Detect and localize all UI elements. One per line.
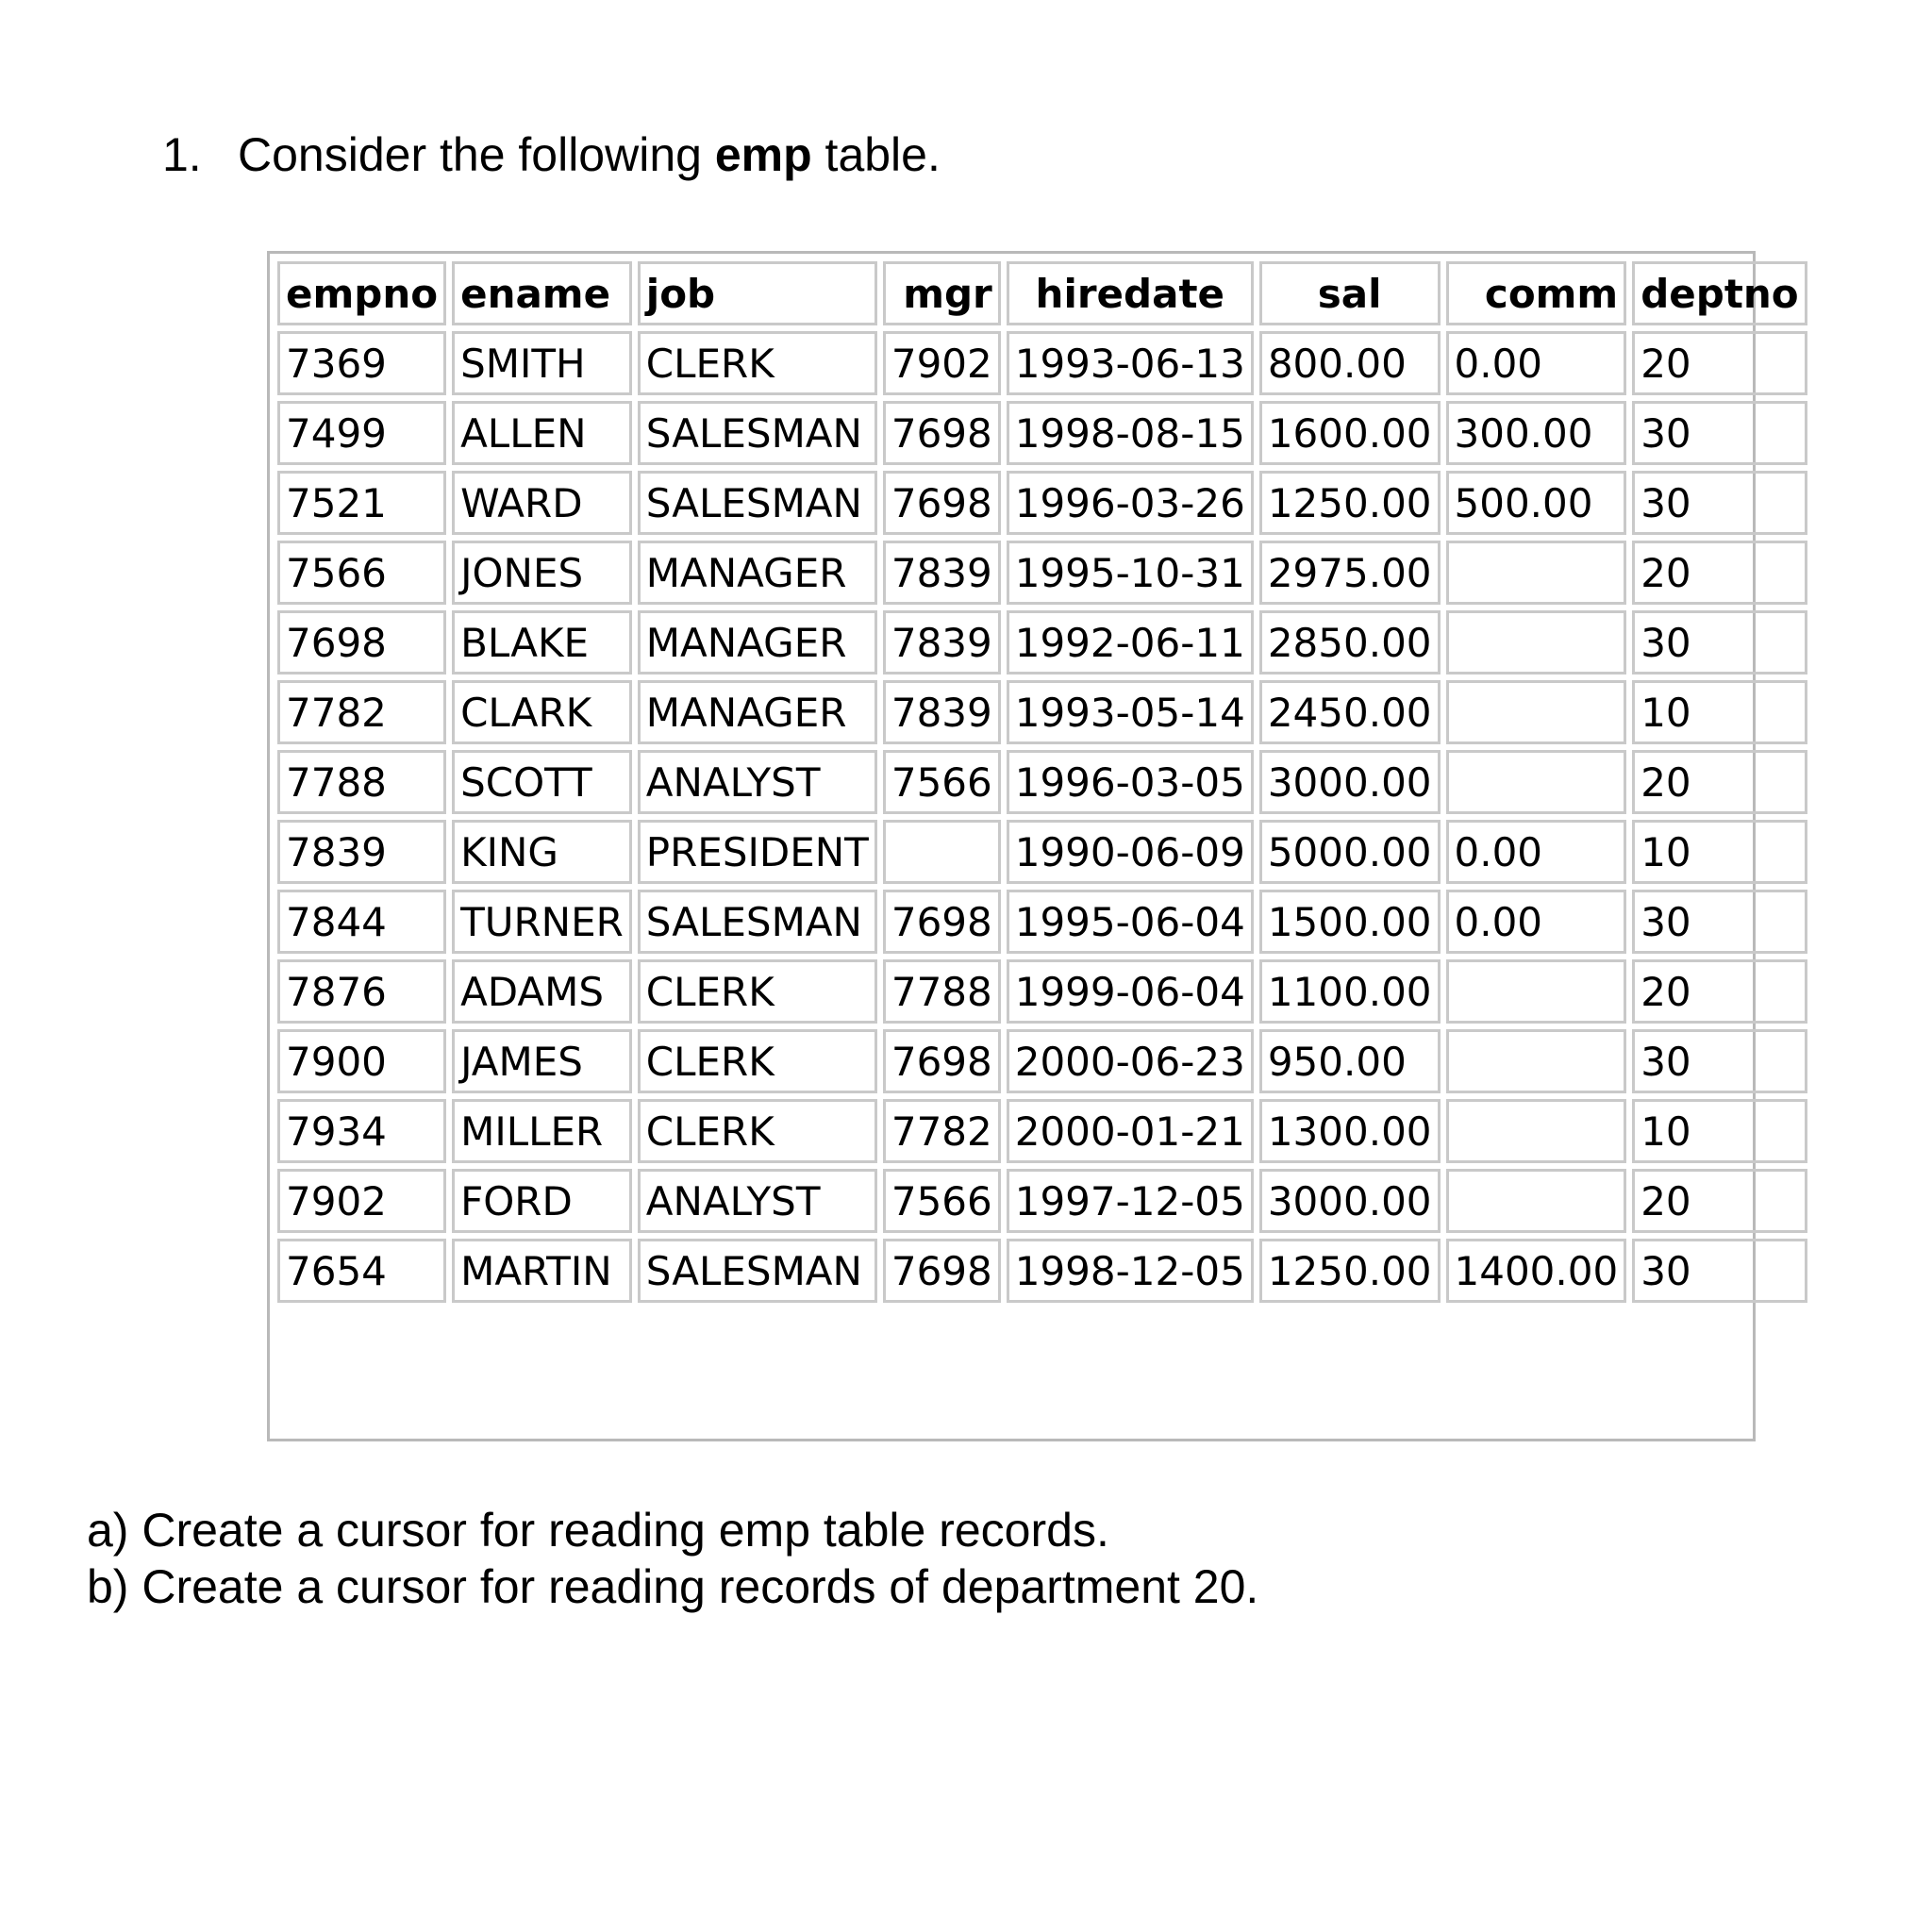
cell-mgr: 7698 [883,401,1001,465]
cell-comm: 0.00 [1446,331,1627,395]
cell-empno: 7876 [277,959,446,1024]
cell-ename: JAMES [452,1029,632,1093]
cell-ename: SCOTT [452,750,632,814]
question-text-before: Consider the following [238,128,715,181]
cell-ename: TURNER [452,890,632,954]
cell-deptno: 30 [1632,1239,1807,1303]
cell-comm [1446,959,1627,1024]
cell-comm [1446,1169,1627,1233]
cell-sal: 3000.00 [1259,1169,1441,1233]
cell-job: CLERK [638,959,877,1024]
table-row [277,1169,1807,1233]
cell-sal: 2975.00 [1259,541,1441,605]
header-comm: comm [1446,261,1627,325]
header-hiredate: hiredate [1007,261,1254,325]
cell-comm [1446,610,1627,675]
cell-deptno: 30 [1632,610,1807,675]
cell-hiredate: 1998-08-15 [1007,401,1254,465]
cell-job: MANAGER [638,680,877,744]
cell-comm: 0.00 [1446,820,1627,884]
cell-mgr: 7839 [883,680,1001,744]
cell-ename: SMITH [452,331,632,395]
cell-deptno: 30 [1632,890,1807,954]
cell-ename: KING [452,820,632,884]
cell-hiredate: 1995-06-04 [1007,890,1254,954]
cell-job: CLERK [638,1099,877,1163]
cell-comm [1446,1099,1627,1163]
cell-deptno: 10 [1632,1099,1807,1163]
cell-mgr: 7839 [883,610,1001,675]
cell-ename: BLAKE [452,610,632,675]
task-a: a) Create a cursor for reading emp table records. [87,1504,1109,1557]
cell-deptno: 10 [1632,680,1807,744]
cell-mgr [883,820,1001,884]
cell-hiredate: 1992-06-11 [1007,610,1254,675]
cell-empno: 7654 [277,1239,446,1303]
table-row [277,680,1807,744]
cell-sal: 1250.00 [1259,1239,1441,1303]
cell-job: ANALYST [638,750,877,814]
cell-ename: ALLEN [452,401,632,465]
cell-hiredate: 1993-06-13 [1007,331,1254,395]
cell-hiredate: 1990-06-09 [1007,820,1254,884]
cell-sal: 1600.00 [1259,401,1441,465]
table-row [277,401,1807,465]
table-row [277,1029,1807,1093]
cell-empno: 7934 [277,1099,446,1163]
cell-job: SALESMAN [638,890,877,954]
cell-hiredate: 1995-10-31 [1007,541,1254,605]
cell-mgr: 7698 [883,890,1001,954]
cell-job: SALESMAN [638,1239,877,1303]
cell-deptno: 20 [1632,959,1807,1024]
cell-empno: 7521 [277,471,446,535]
cell-hiredate: 1998-12-05 [1007,1239,1254,1303]
question-heading [162,125,941,185]
table-row [277,610,1807,675]
cell-job: ANALYST [638,1169,877,1233]
cell-hiredate: 1996-03-26 [1007,471,1254,535]
cell-sal: 950.00 [1259,1029,1441,1093]
cell-hiredate: 1993-05-14 [1007,680,1254,744]
table-row [277,959,1807,1024]
header-job: job [638,261,877,325]
table-row [277,890,1807,954]
cell-ename: CLARK [452,680,632,744]
cell-mgr: 7839 [883,541,1001,605]
cell-mgr: 7788 [883,959,1001,1024]
cell-comm: 500.00 [1446,471,1627,535]
table-body [277,331,1807,1303]
cell-comm: 1400.00 [1446,1239,1627,1303]
cell-ename: MILLER [452,1099,632,1163]
cell-sal: 2850.00 [1259,610,1441,675]
cell-mgr: 7566 [883,1169,1001,1233]
cell-empno: 7782 [277,680,446,744]
cell-job: CLERK [638,331,877,395]
emp-table-frame [267,251,1799,1441]
header-empno: empno [277,261,446,325]
cell-mgr: 7698 [883,471,1001,535]
table-row [277,471,1807,535]
cell-deptno: 20 [1632,331,1807,395]
cell-comm [1446,680,1627,744]
cell-deptno: 30 [1632,1029,1807,1093]
table-row [277,750,1807,814]
cell-sal: 5000.00 [1259,820,1441,884]
cell-empno: 7698 [277,610,446,675]
cell-hiredate: 2000-01-21 [1007,1099,1254,1163]
table-row [277,1099,1807,1163]
cell-comm [1446,1029,1627,1093]
cell-empno: 7902 [277,1169,446,1233]
table-header-row [277,261,1807,325]
cell-deptno: 20 [1632,1169,1807,1233]
cell-sal: 1500.00 [1259,890,1441,954]
cell-sal: 3000.00 [1259,750,1441,814]
question-number: 1. [162,128,202,181]
cell-mgr: 7566 [883,750,1001,814]
cell-job: SALESMAN [638,401,877,465]
question-text-bold: emp [714,128,812,181]
cell-sal: 1300.00 [1259,1099,1441,1163]
cell-job: MANAGER [638,541,877,605]
header-deptno: deptno [1632,261,1807,325]
cell-ename: ADAMS [452,959,632,1024]
cell-ename: FORD [452,1169,632,1233]
cell-sal: 1250.00 [1259,471,1441,535]
cell-empno: 7499 [277,401,446,465]
cell-comm: 300.00 [1446,401,1627,465]
cell-hiredate: 2000-06-23 [1007,1029,1254,1093]
cell-sal: 800.00 [1259,331,1441,395]
cell-mgr: 7782 [883,1099,1001,1163]
header-mgr: mgr [883,261,1001,325]
task-b: b) Create a cursor for reading records of department 20. [87,1560,1259,1613]
cell-deptno: 20 [1632,541,1807,605]
cell-empno: 7844 [277,890,446,954]
cell-mgr: 7902 [883,331,1001,395]
cell-comm [1446,750,1627,814]
cell-job: CLERK [638,1029,877,1093]
cell-deptno: 30 [1632,401,1807,465]
question-text-after: table. [811,128,941,181]
cell-empno: 7900 [277,1029,446,1093]
cell-empno: 7839 [277,820,446,884]
cell-deptno: 30 [1632,471,1807,535]
cell-mgr: 7698 [883,1239,1001,1303]
cell-hiredate: 1997-12-05 [1007,1169,1254,1233]
cell-hiredate: 1999-06-04 [1007,959,1254,1024]
table-row [277,331,1807,395]
cell-sal: 2450.00 [1259,680,1441,744]
cell-job: PRESIDENT [638,820,877,884]
cell-ename: MARTIN [452,1239,632,1303]
cell-empno: 7788 [277,750,446,814]
header-sal: sal [1259,261,1441,325]
cell-sal: 1100.00 [1259,959,1441,1024]
cell-deptno: 10 [1632,820,1807,884]
cell-empno: 7566 [277,541,446,605]
emp-table [272,256,1813,1308]
cell-job: MANAGER [638,610,877,675]
table-row [277,820,1807,884]
header-ename: ename [452,261,632,325]
cell-mgr: 7698 [883,1029,1001,1093]
cell-comm: 0.00 [1446,890,1627,954]
cell-hiredate: 1996-03-05 [1007,750,1254,814]
cell-deptno: 20 [1632,750,1807,814]
cell-job: SALESMAN [638,471,877,535]
cell-comm [1446,541,1627,605]
cell-ename: JONES [452,541,632,605]
table-row [277,541,1807,605]
table-row [277,1239,1807,1303]
cell-empno: 7369 [277,331,446,395]
cell-ename: WARD [452,471,632,535]
